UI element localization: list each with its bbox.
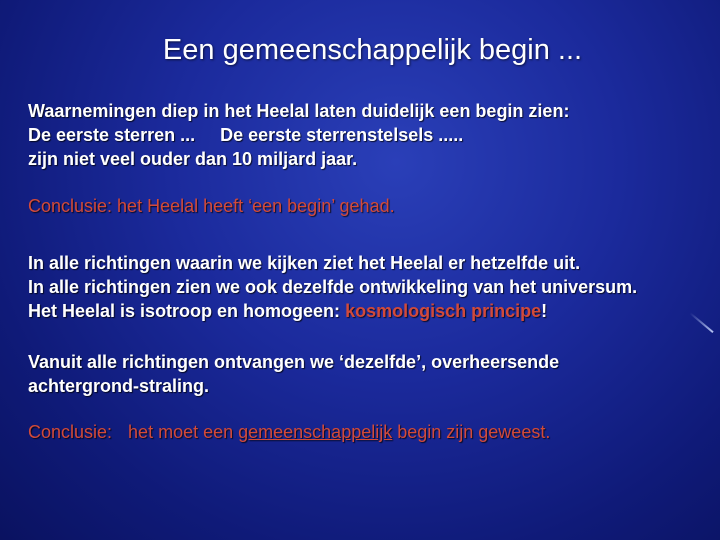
background-radiation-block — [28, 350, 718, 398]
conclusion-2-suffix: begin zijn geweest. — [392, 422, 551, 442]
conclusion-2-label: Conclusie: — [28, 422, 113, 442]
isotropy-line-3-suffix: ! — [541, 301, 548, 321]
common-underlined-word: gemeenschappelijk — [238, 422, 393, 442]
conclusion-2-prefix: het moet een — [128, 422, 239, 442]
observations-line-3: zijn niet veel ouder dan 10 miljard jaar. — [28, 149, 358, 169]
isotropy-line-1: In alle richtingen waarin we kijken ziet het Heelal er hetzelfde uit. — [28, 253, 581, 273]
conclusion-2-block — [28, 420, 718, 444]
isotropy-line-3-prefix: Het Heelal is isotroop en homogeen: — [28, 301, 346, 321]
observations-line-1: Waarnemingen diep in het Heelal laten duidelijk een begin zien: — [28, 101, 570, 121]
conclusion-2-line — [28, 420, 718, 444]
conclusion-1-block — [28, 194, 718, 218]
radiation-line-2: achtergrond-straling. — [28, 376, 210, 396]
isotropy-line-2: In alle richtingen zien we ook dezelfde ontwikkeling van het universum. — [28, 277, 638, 297]
isotropy-line-3 — [28, 299, 718, 323]
conclusion-1-text: Conclusie: het Heelal heeft ‘een begin’ gehad. — [28, 196, 395, 216]
radiation-line-1: Vanuit alle richtingen ontvangen we ‘dezelfde’, overheersende — [28, 352, 560, 372]
slide-title: Een gemeenschappelijk begin ... — [162, 34, 583, 66]
observations-block — [28, 99, 718, 171]
isotropy-block — [28, 251, 718, 323]
observations-line-2: De eerste sterren ... De eerste sterrenstelsels ..... — [28, 125, 464, 145]
cosmological-principle-highlight: kosmologisch principe — [345, 301, 542, 321]
